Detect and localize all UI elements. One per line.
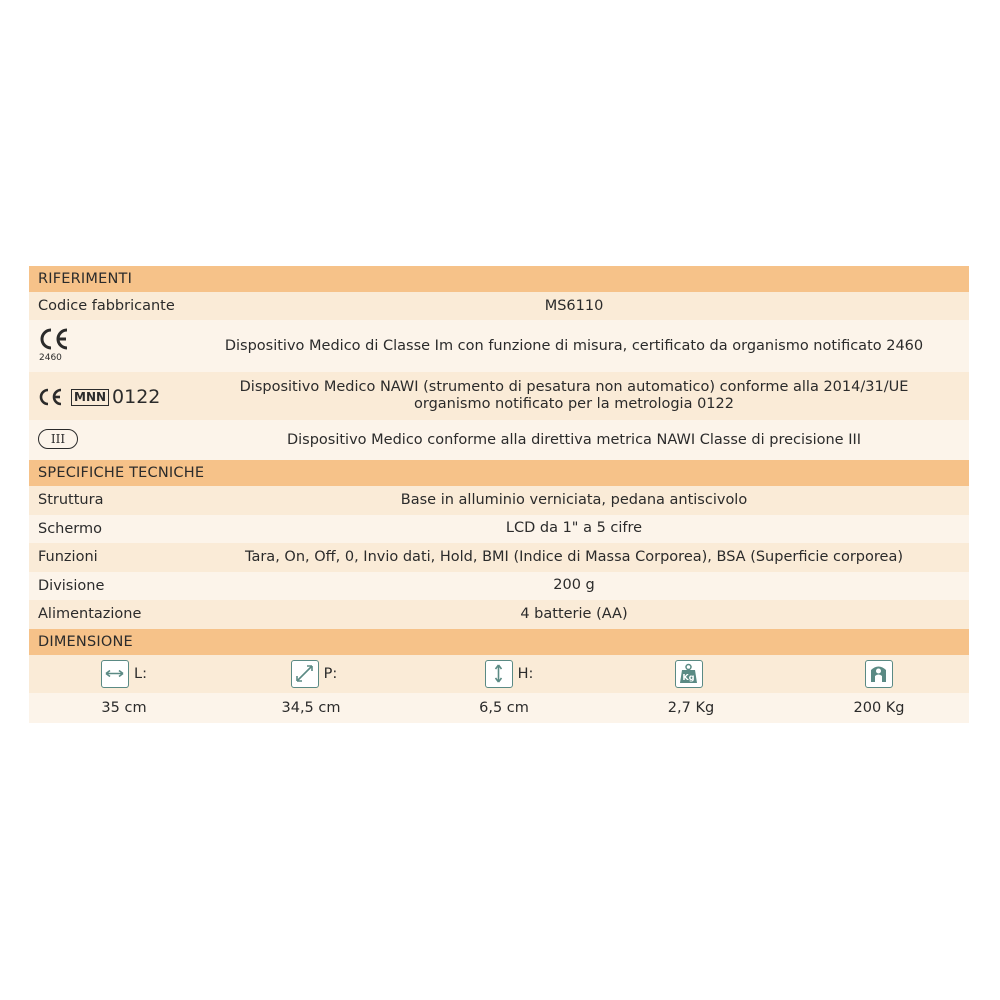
row-divisione: [29, 572, 969, 601]
dim-label: L:: [134, 665, 147, 682]
row-label: Codice fabbricante: [38, 298, 175, 314]
ce-mnn-mark: [38, 386, 160, 408]
section-header-riferimenti: [29, 266, 969, 292]
row-label: Alimentazione: [38, 606, 142, 623]
row-nawi: [29, 372, 969, 420]
row-value: [179, 379, 969, 413]
row-value: Dispositivo Medico di Classe Im con funzione di misura, certificato da organismo notificato 2460: [224, 337, 924, 354]
row-label: Schermo: [38, 520, 102, 537]
nawi-line-1: Dispositivo Medico NAWI (strumento di pesatura non automatico) conforme alla 2014/31/UE: [239, 379, 909, 395]
mnn-box: MNN: [71, 389, 109, 406]
section-title: SPECIFICHE TECNICHE: [38, 465, 205, 481]
spec-sheet: [29, 266, 969, 723]
ce-mark-icon: [38, 327, 78, 367]
row-funzioni: [29, 543, 969, 572]
svg-text:Kg: Kg: [682, 672, 695, 682]
height-arrow-icon: [485, 660, 513, 688]
row-dimension-icons: [29, 655, 969, 693]
row-ce-class-im: [29, 320, 969, 372]
row-dimension-values: [29, 693, 969, 723]
width-arrow-icon: [101, 660, 129, 688]
ce-mark-icon: [38, 388, 66, 406]
section-header-specifiche: [29, 460, 969, 486]
class-iii-icon: [38, 429, 78, 449]
class-symbol: III: [50, 432, 66, 446]
nawi-line-2: organismo notificato per la metrologia 0122: [414, 396, 734, 412]
row-class-iii: [29, 420, 969, 460]
row-alimentazione: [29, 600, 969, 629]
row-value: MS6110: [544, 297, 604, 314]
dim-label: P:: [323, 665, 338, 682]
row-codice-fabbricante: [29, 292, 969, 320]
dim-value-l: 35 cm: [101, 699, 147, 716]
row-label: Divisione: [38, 577, 105, 594]
dim-cell-p: [279, 655, 349, 693]
row-value: Base in alluminio verniciata, pedana antiscivolo: [400, 491, 748, 508]
row-value: Tara, On, Off, 0, Invio dati, Hold, BMI (Indice di Massa Corporea), BSA (Superficie corporea): [245, 548, 903, 565]
dim-value-p: 34,5 cm: [281, 699, 341, 716]
weight-kg-icon: [675, 660, 703, 688]
section-title: DIMENSIONE: [38, 633, 133, 650]
dim-cell-l: [89, 655, 159, 693]
dim-value-h: 6,5 cm: [479, 699, 529, 716]
section-header-dimensione: [29, 629, 969, 655]
row-struttura: [29, 486, 969, 515]
row-value: 200 g: [553, 577, 595, 594]
section-title: RIFERIMENTI: [38, 271, 133, 287]
ce-number: 2460: [39, 353, 62, 363]
row-value: LCD da 1" a 5 cifre: [505, 520, 643, 537]
dim-value-max-load: 200 Kg: [853, 699, 905, 716]
row-value: 4 batterie (AA): [520, 605, 628, 622]
row-schermo: [29, 515, 969, 544]
row-label: Funzioni: [38, 549, 98, 566]
mnn-number: 0122: [112, 386, 161, 408]
dim-cell-weight: [659, 655, 719, 693]
dim-cell-max-load: [849, 655, 909, 693]
depth-arrow-icon: [291, 660, 319, 688]
dim-label: H:: [517, 665, 534, 682]
dim-value-weight: 2,7 Kg: [667, 699, 715, 716]
dim-cell-h: [474, 655, 544, 693]
row-value: Dispositivo Medico conforme alla direttiva metrica NAWI Classe di precisione III: [286, 431, 862, 448]
row-label: Struttura: [38, 492, 104, 509]
max-load-icon: [865, 660, 893, 688]
